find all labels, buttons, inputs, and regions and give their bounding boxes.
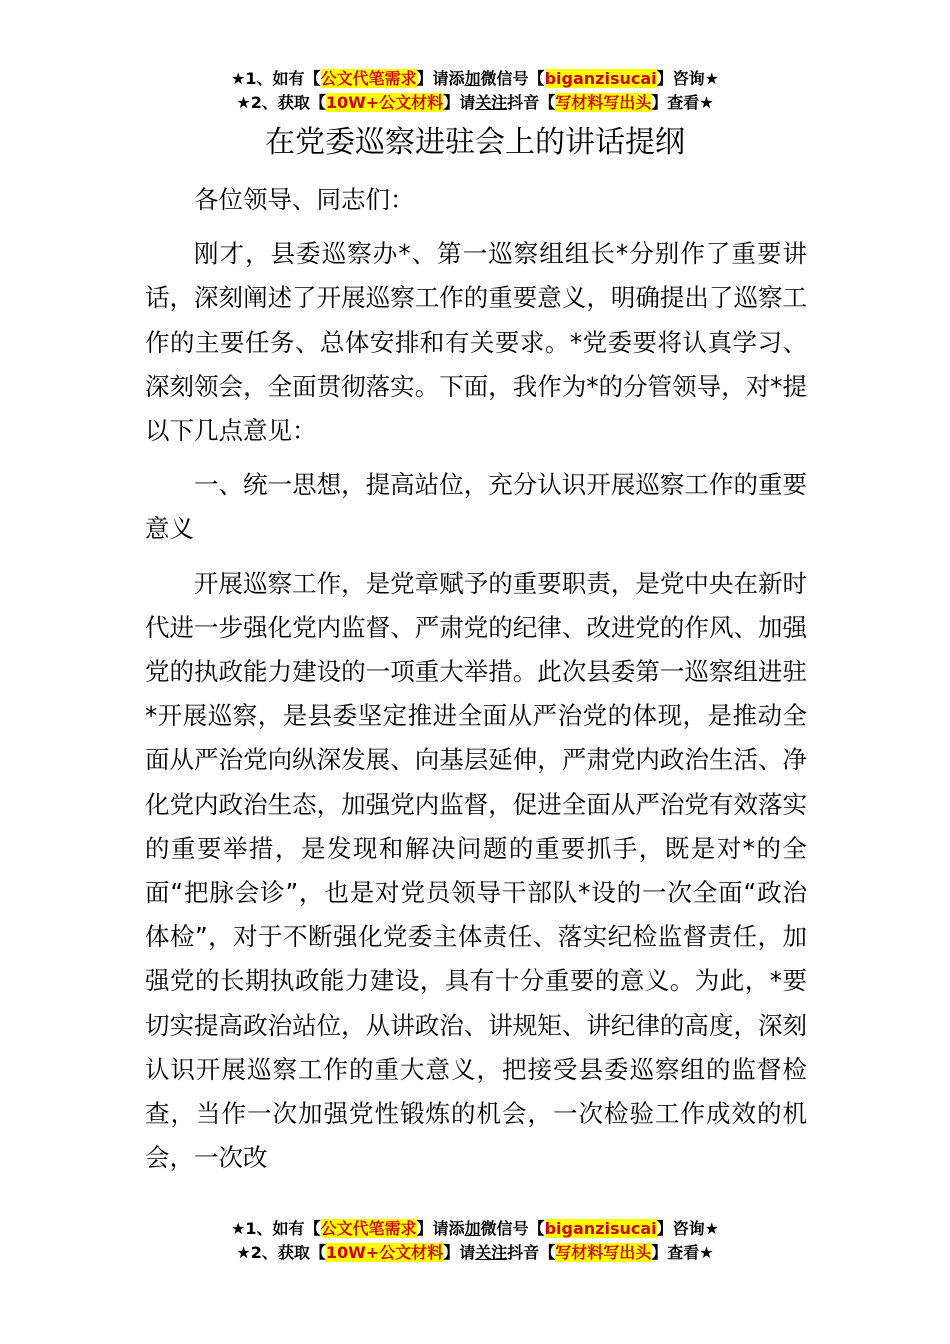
banner-text: 】请 bbox=[443, 93, 476, 112]
banner-line-1 bbox=[0, 67, 950, 91]
document-body bbox=[145, 178, 807, 1190]
bottom-banner bbox=[0, 1217, 950, 1265]
banner-line-2 bbox=[0, 91, 950, 115]
banner-text: 】请添 bbox=[416, 69, 465, 88]
banner-underlined-text: 加 bbox=[464, 1219, 481, 1238]
banner-highlight: 写材料写出头 bbox=[555, 1243, 652, 1262]
section-heading: 一、统一思想，提高站位，充分认识开展巡察工作的重要意义 bbox=[145, 470, 807, 544]
document-title: 在党委巡察进驻会上的讲话提纲 bbox=[265, 125, 685, 160]
banner-highlight: biganzisucai bbox=[544, 1219, 657, 1238]
banner-highlight: 写材料写出头 bbox=[555, 93, 652, 112]
banner-underlined-text: 关注 bbox=[475, 93, 508, 112]
banner-highlight: 10W+公文材料 bbox=[325, 93, 444, 112]
top-banner bbox=[0, 67, 950, 115]
banner-line-1 bbox=[0, 1217, 950, 1241]
banner-line-2 bbox=[0, 1241, 950, 1265]
banner-text: 】请添 bbox=[416, 1219, 465, 1238]
banner-text: 】咨询★ bbox=[656, 1219, 719, 1238]
banner-text: ★2、获取【 bbox=[236, 93, 326, 112]
banner-text: ★1、如有【 bbox=[231, 69, 321, 88]
body-paragraph: 刚才，县委巡察办*、第一巡察组组长*分别作了重要讲话，深刻阐述了开展巡察工作的重要意义，明确提出了巡察工作的主要任务、总体安排和有关要求。*党委要将认真学习、深刻领会，全面贯彻落实。下面，我作为*的分管领导，对*提以下几点意见： bbox=[145, 239, 807, 446]
banner-text: ★1、如有【 bbox=[231, 1219, 321, 1238]
banner-text: ★2、获取【 bbox=[236, 1243, 326, 1262]
banner-underlined-text: 关注 bbox=[475, 1243, 508, 1262]
banner-highlight: 公文代笔需求 bbox=[320, 69, 417, 88]
salutation: 各位领导、同志们： bbox=[194, 185, 415, 214]
banner-text: 】请 bbox=[443, 1243, 476, 1262]
banner-text: 抖音【 bbox=[507, 93, 556, 112]
banner-highlight: 10W+公文材料 bbox=[325, 1243, 444, 1262]
banner-text: 】咨询★ bbox=[656, 69, 719, 88]
banner-text: 微信号【 bbox=[480, 69, 545, 88]
banner-text: 】查看★ bbox=[651, 1243, 714, 1262]
body-paragraph: 开展巡察工作，是党章赋予的重要职责，是党中央在新时代进一步强化党内监督、严肃党的纪律、改进党的作风、加强党的执政能力建设的一项重大举措。此次县委第一巡察组进驻*开展巡察，是县委坚定推进全面从严治党的体现，是推动全面从严治党向纵深发展、向基层延伸，严肃党内政治生活、净化党内政治生态，加强党内监督，促进全面从严治党有效落实的重要举措，是发现和解决问题的重要抓手，既是对*的全面“把脉会诊”，也是对党员领导干部队*设的一次全面“政治体检”，对于不断强化党委主体责任、落实纪检监督责任，加强党的长期执政能力建设，具有十分重要的意义。为此，*要切实提高政治站位，从讲政治、讲规矩、讲纪律的高度，深刻认识开展巡察工作的重大意义，把接受县委巡察组的监督检查，当作一次加强党性锻炼的机会，一次检验工作成效的机会，一次改 bbox=[145, 568, 807, 1173]
banner-underlined-text: 加 bbox=[464, 69, 481, 88]
banner-text: 】查看★ bbox=[651, 93, 714, 112]
banner-highlight: 公文代笔需求 bbox=[320, 1219, 417, 1238]
banner-text: 微信号【 bbox=[480, 1219, 545, 1238]
banner-highlight: biganzisucai bbox=[544, 69, 657, 88]
banner-text: 抖音【 bbox=[507, 1243, 556, 1262]
